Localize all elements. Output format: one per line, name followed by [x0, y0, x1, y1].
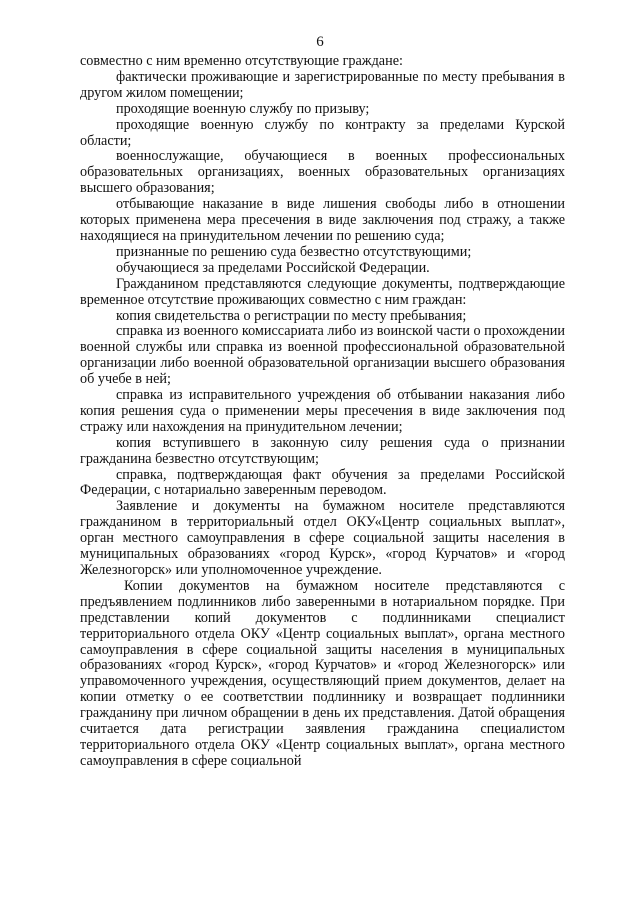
paragraph: Заявление и документы на бумажном носителе представляются гражданином в территориальный отдел ОКУ«Центр социальных выплат», орган местного самоуправления в сфере социальной защиты населения в муниципальных образованиях «город Курск», «город Курчатов» и «город Железногорск» или уполномоченное учреждение.: [80, 498, 565, 578]
paragraph: справка, подтверждающая факт обучения за пределами Российской Федерации, с нотариально заверенным переводом.: [80, 466, 565, 499]
page-number: 6: [316, 34, 324, 50]
paragraph: проходящие военную службу по призыву;: [116, 100, 370, 117]
paragraph: признанные по решению суда безвестно отсутствующими;: [116, 243, 472, 260]
paragraph: фактически проживающие и зарегистрированные по месту пребывания в другом жилом помещении;: [80, 68, 565, 101]
paragraph: копия свидетельства о регистрации по месту пребывания;: [116, 307, 467, 324]
paragraph: копия вступившего в законную силу решения суда о признании гражданина безвестно отсутствующим;: [80, 434, 565, 467]
paragraph: проходящие военную службу по контракту за пределами Курской области;: [80, 116, 565, 149]
document-body: [80, 54, 565, 770]
paragraph: Гражданином представляются следующие документы, подтверждающие временное отсутствие проживающих совместно с ним граждан:: [80, 275, 565, 308]
paragraph: совместно с ним временно отсутствующие граждане:: [80, 53, 403, 69]
paragraph: отбывающие наказание в виде лишения свободы либо в отношении которых применена мера пресечения в виде заключения под стражу, а также находящиеся на принудительном лечении по решению суда;: [80, 196, 565, 244]
paragraph: обучающиеся за пределами Российской Федерации.: [116, 259, 430, 276]
paragraph: Копии документов на бумажном носителе представляются с предъявлением подлинников либо заверенными в нотариальном порядке. При представлении копий документов с подлинниками специалист территориального отдела ОКУ «Центр социальных выплат», органа местного самоуправления в сфере социальной защиты населения в муниципальных образованиях «город Курск», «город Курчатов» и «город Железногорск» или управомоченного учреждения, осуществляющий прием документов, делает на копии отметку о ее соответствии подлиннику и возвращает подлинники гражданину при личном обращении в день их представления. Датой обращения считается дата регистрации заявления гражданина специалистом территориального отдела ОКУ «Центр социальных выплат», органа местного самоуправления в сфере социальной: [80, 577, 565, 769]
paragraph: справка из военного комиссариата либо из воинской части о прохождении военной службы или справка из военной профессиональной образовательной организации либо военной образовательной организации высшего образования об учебе в ней;: [80, 323, 565, 388]
paragraph: справка из исправительного учреждения об отбывании наказания либо копия решения суда о применении меры пресечения в виде заключения под стражу или нахождения на принудительном лечении;: [80, 387, 565, 435]
paragraph: военнослужащие, обучающиеся в военных профессиональных образовательных организациях, военных образовательных организациях высшего образования;: [80, 148, 565, 197]
